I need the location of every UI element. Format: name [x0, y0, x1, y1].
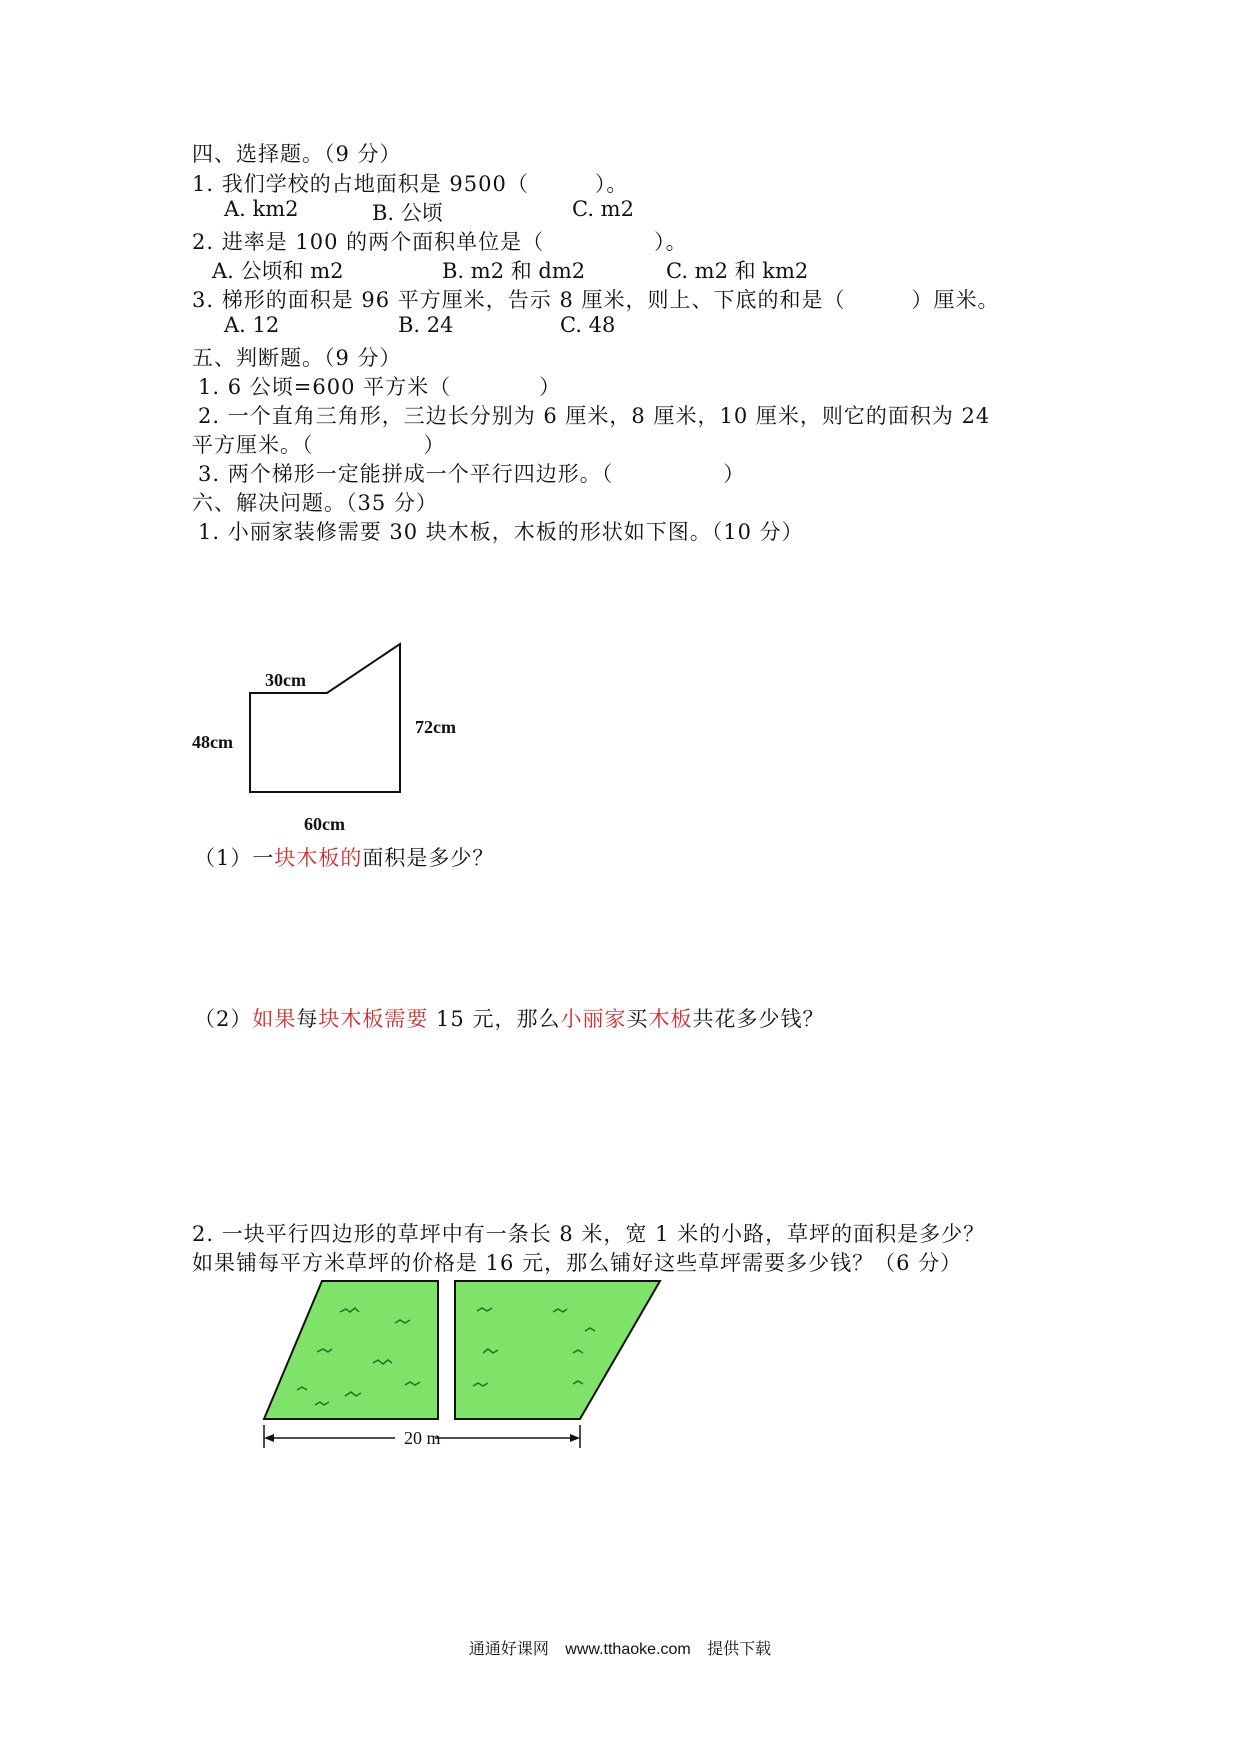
sub2-part-a: （2）	[194, 1007, 253, 1031]
section6-q2-line2: 如果铺每平方米草坪的价格是 16 元，那么铺好这些草坪需要多少钱？（6 分）	[192, 1251, 963, 1275]
section4-q1-option-c: C. m2	[572, 197, 634, 221]
section4-q2: 2. 进率是 100 的两个面积单位是（ ）。	[192, 230, 688, 254]
top-edge-label: 30cm	[265, 670, 306, 690]
section5-q2-line2: 平方厘米。（ ）	[192, 433, 446, 457]
page-footer	[0, 1636, 1240, 1659]
section6-q1-sub2	[194, 1003, 824, 1033]
sub1-part-c: 面积是多少？	[362, 846, 495, 870]
sub2-part-f: 小丽家	[560, 1007, 627, 1031]
lawn-left-part	[264, 1281, 438, 1419]
section4-title: 四、选择题。（9 分）	[192, 142, 402, 166]
section4-q1-option-a: A. km2	[224, 197, 299, 221]
sub2-part-g: 买	[626, 1007, 649, 1031]
sub2-part-h: 木板	[648, 1007, 693, 1031]
left-edge-label: 48cm	[192, 732, 233, 752]
section5-q2-line1: 2. 一个直角三角形，三边长分别为 6 厘米，8 厘米，10 厘米，则它的面积为 24	[198, 404, 991, 428]
sub2-part-i: 共花多少钱？	[692, 1007, 825, 1031]
section6-q1: 1. 小丽家装修需要 30 块木板，木板的形状如下图。（10 分）	[198, 520, 804, 544]
section4-q2-option-c: C. m2 和 km2	[666, 259, 809, 283]
section4-q2-option-a: A. 公顷和 m2	[212, 259, 344, 283]
sub2-part-d: 块木板需要	[318, 1007, 429, 1031]
section5-q3: 3. 两个梯形一定能拼成一个平行四边形。（ ）	[198, 462, 746, 486]
section4-q2-option-b: B. m2 和 dm2	[442, 259, 586, 283]
section6-q1-sub1	[194, 842, 494, 872]
footer-site-name: 通通好课网	[468, 1641, 549, 1658]
lawn-diagram	[255, 1278, 665, 1458]
sub2-part-e: 15 元，那么	[428, 1007, 561, 1031]
width-label: 20 m	[404, 1428, 441, 1448]
section4-q1-option-b: B. 公顷	[372, 201, 443, 225]
section6-q2-line1: 2. 一块平行四边形的草坪中有一条长 8 米，宽 1 米的小路，草坪的面积是多少？	[192, 1222, 986, 1246]
sub2-part-c: 每	[296, 1007, 319, 1031]
section4-q3-option-b: B. 24	[398, 313, 454, 337]
footer-url[interactable]: www.tthaoke.com	[565, 1641, 691, 1658]
section6-title: 六、解决问题。（35 分）	[192, 491, 438, 515]
sub2-part-b: 如果	[252, 1007, 297, 1031]
wood-board-shape	[250, 644, 400, 792]
bottom-edge-label: 60cm	[304, 814, 345, 834]
section5-title: 五、判断题。（9 分）	[192, 346, 402, 370]
wood-board-diagram	[180, 630, 500, 835]
section4-q3: 3. 梯形的面积是 96 平方厘米，告示 8 厘米，则上、下底的和是（ ）厘米。	[192, 288, 1000, 312]
footer-action: 提供下载	[707, 1641, 772, 1658]
section5-q1: 1. 6 公顷=600 平方米（ ）	[198, 375, 562, 399]
section4-q3-option-a: A. 12	[224, 313, 280, 337]
section4-q1: 1. 我们学校的占地面积是 9500（ ）。	[192, 172, 629, 196]
section4-q3-option-c: C. 48	[560, 313, 616, 337]
sub1-part-a: （1）一	[194, 846, 275, 870]
sub1-part-b: 块木板的	[274, 846, 363, 870]
right-edge-label: 72cm	[415, 717, 456, 737]
